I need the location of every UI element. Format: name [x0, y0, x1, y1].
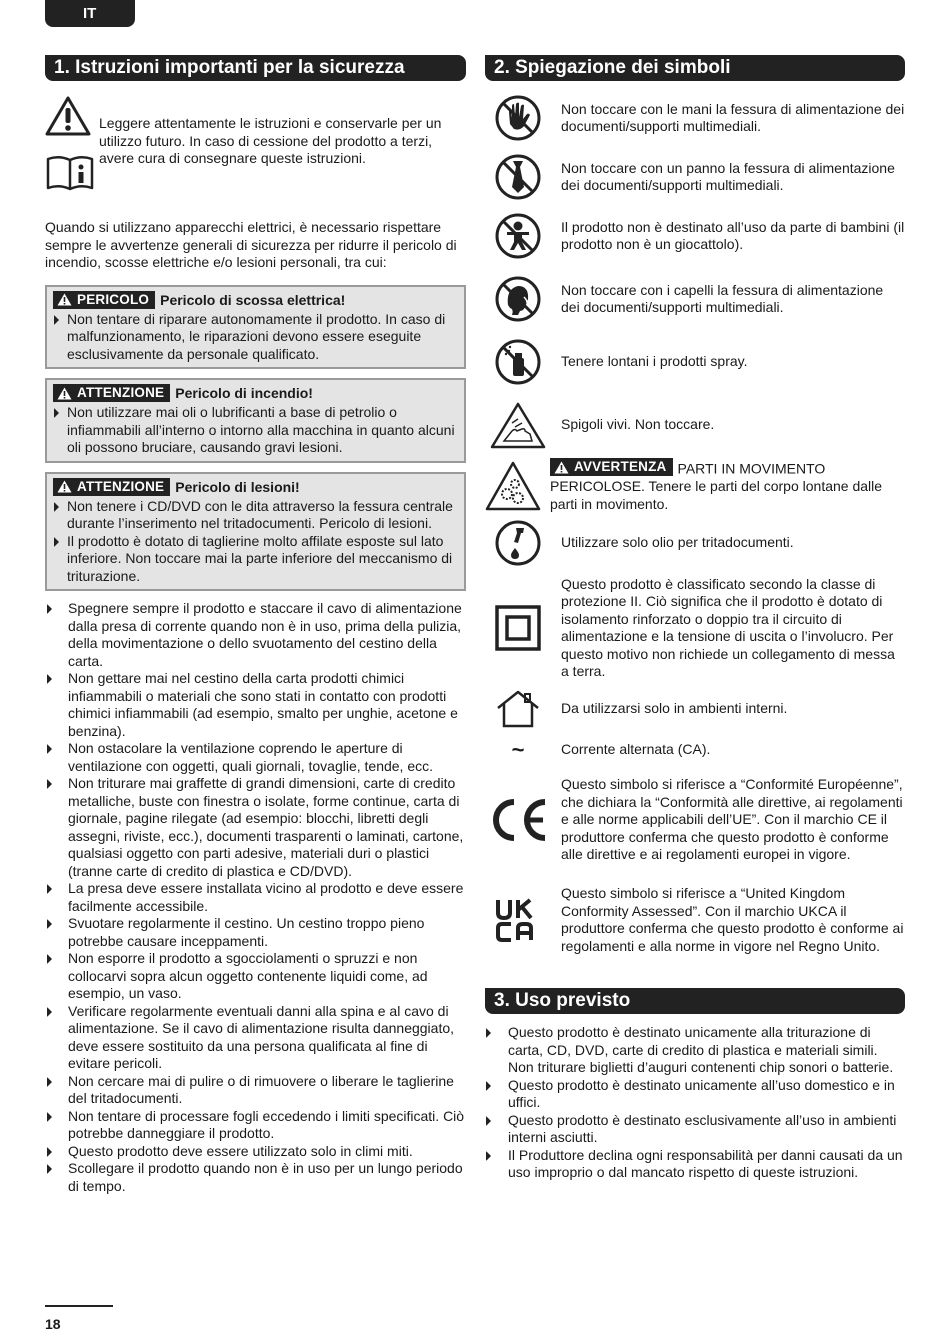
moving-parts-icon [485, 460, 541, 512]
symbol-text: Tenere lontani i prodotti spray. [561, 353, 748, 370]
symbol-text: Spigoli vivi. Non toccare. [561, 416, 715, 433]
list-item: Spegnere sempre il prodotto e staccare il cavo di alimentazione dalla presa di corrente quando non è in uso, prima della pulizia, della movimentazione o dello svuotamento del cestino della carta. [45, 600, 466, 670]
ac-icon: ~ [511, 737, 525, 762]
class-ii-icon [494, 604, 542, 652]
caution-fire-box [45, 378, 466, 463]
symbol-row [485, 575, 905, 681]
warning-triangle-icon [554, 461, 569, 474]
list-item: Questo prodotto è destinato esclusivamente all’uso in ambienti interni asciutti. [485, 1112, 905, 1147]
symbols-section [485, 55, 905, 1182]
warning-badge: AVVERTENZA [550, 458, 673, 476]
symbol-text: Utilizzare solo olio per tritadocumenti. [561, 534, 794, 551]
symbol-text: Non toccare con un panno la fessura di alimentazione dei documenti/supporti multimediali. [561, 159, 895, 193]
no-tie-icon [494, 153, 542, 201]
symbol-text: Da utilizzarsi solo in ambienti interni. [561, 700, 788, 717]
sharp-edges-icon [490, 401, 546, 449]
list-item: Non cercare mai di pulire o di rimuovere o liberare le taglierine del tritadocumenti. [45, 1073, 466, 1108]
manual-info-icon [45, 154, 95, 192]
warning-title: Pericolo di lesioni! [175, 478, 300, 495]
general-warning-text: Quando si utilizzano apparecchi elettrici, è necessario rispettare sempre le avvertenze generali di sicurezza per ridurre il pericolo di incendio, scosse elettriche e/o lesioni personali, tra cui: [45, 219, 457, 270]
danger-electric-box [45, 285, 466, 370]
list-item: Non triturare mai graffette di grandi dimensioni, carte di credito metalliche, buste con finestra o isolate, forme continue, carta di giornale, pagine rilegate (ad esempio: blocchi, libretti degli assegni, riviste, ecc.), documenti trasparenti o laminati, cartone, qualsiasi oggetto con parti adesive, materiali duri o plastici (tranne carte di credito di plastica e CD/DVD). [45, 775, 466, 880]
intended-use-list [485, 1024, 905, 1182]
no-children-icon [494, 212, 542, 260]
list-item: Non tenere i CD/DVD con le dita attraverso la fessura centrale durante l’inserimento nel tritadocumenti. Pericolo di lesioni. [53, 498, 458, 533]
symbol-row [485, 211, 905, 261]
list-item: Questo prodotto è destinato unicamente all’uso domestico e in uffici. [485, 1077, 905, 1112]
list-item: Non esporre il prodotto a sgocciolamenti o spruzzi e non collocarvi sopra alcun oggetto contenente liquidi come, ad esempio, un vaso. [45, 950, 466, 1003]
symbol-text: Non toccare con i capelli la fessura di alimentazione dei documenti/supporti multimediali. [561, 281, 884, 315]
symbol-text: AVVERTENZA PARTI IN MOVIMENTO PERICOLOSE. Tenere le parti del corpo lontane dalle parti in movimento. [550, 459, 883, 512]
ce-mark-icon [485, 796, 551, 844]
list-item: Non tentare di processare fogli eccedendo i limiti specificati. Ciò potrebbe danneggiare il prodotto. [45, 1108, 466, 1143]
indoor-icon [495, 689, 541, 729]
warning-triangle-icon [57, 480, 72, 493]
symbol-text: Il prodotto non è destinato all’uso da parte di bambini (il prodotto non è un giocattolo). [561, 218, 905, 252]
list-item: Non tentare di riparare autonomamente il prodotto. In caso di malfunzionamento, le riparazioni devono essere eseguite esclusivamente da personale qualificato. [53, 311, 458, 364]
symbol-text: Questo prodotto è classificato secondo la classe di protezione II. Ciò significa che il prodotto è dotato di isolamento rinforzato o doppio tra il circuito di alimentazione e la tensione di uscita o l’involucro. Per questo motivo non richiede un collegamento di messa a terra. [561, 575, 895, 679]
caution-badge: ATTENZIONE [53, 384, 170, 402]
warning-triangle-icon [57, 293, 72, 306]
symbol-row [485, 337, 905, 387]
section-1-title: 1. Istruzioni importanti per la sicurezza [45, 55, 466, 81]
symbol-row [485, 273, 905, 325]
symbol-row [485, 458, 905, 516]
symbol-text: Corrente alternata (CA). [561, 741, 711, 758]
warning-title: Pericolo di scossa elettrica! [160, 291, 346, 308]
list-item: Questo prodotto deve essere utilizzato solo in climi miti. [45, 1143, 466, 1161]
no-spray-icon [494, 338, 542, 386]
ukca-mark-icon [494, 896, 542, 944]
section-3-title: 3. Uso previsto [485, 988, 905, 1014]
language-tab: IT [45, 0, 135, 27]
list-item: Questo prodotto è destinato unicamente alla triturazione di carta, CD, DVD, carte di credito di plastica e materiali simili. Non triturare biglietti d’auguri contenenti chip sonori o batterie. [485, 1024, 905, 1077]
list-item: Il Produttore declina ogni responsabilità per danni causati da un uso improprio o dal mancato rispetto di queste istruzioni. [485, 1147, 905, 1182]
warning-triangle-icon [45, 95, 91, 137]
symbol-text: Non toccare con le mani la fessura di alimentazione dei documenti/supporti multimediali. [561, 100, 905, 134]
list-item: Non gettare mai nel cestino della carta prodotti chimici infiammabili o materiali che sono stati in contatto con prodotti chimici infiammabili (ad esempio, smalto per unghie, acetone e benzina). [45, 670, 466, 740]
safety-bullet-list [45, 600, 466, 1195]
symbol-row [485, 518, 905, 568]
symbol-row [485, 93, 905, 143]
warning-title: Pericolo di incendio! [175, 385, 313, 401]
list-item: La presa deve essere installata vicino al prodotto e deve essere facilmente accessibile. [45, 880, 466, 915]
symbol-row [485, 688, 905, 730]
list-item: Non ostacolare la ventilazione coprendo le aperture di ventilazione con oggetti, quali giornali, tovaglie, tende, ecc. [45, 740, 466, 775]
symbol-row [485, 148, 905, 206]
list-item: Il prodotto è dotato di taglierine molto affilate esposte sul lato inferiore. Non toccare mai la parte inferiore del meccanismo di triturazione. [53, 533, 458, 586]
symbol-text: Questo simbolo si riferisce a “United Kingdom Conformity Assessed”. Con il marchio UKCA il produttore conferma che questo prodotto è conforme ai regolamenti e alla norme in vigore nel Regno Unito. [561, 885, 904, 954]
symbol-row [485, 767, 905, 873]
caution-injury-box [45, 472, 466, 592]
symbol-row [485, 876, 905, 964]
warning-triangle-icon [57, 387, 72, 400]
danger-badge: PERICOLO [53, 291, 155, 309]
intro-text: Leggere attentamente le istruzioni e conservarle per un utilizzo futuro. In caso di cessione del prodotto a terzi, avere cura di consegnare queste istruzioni. [99, 115, 442, 166]
list-item: Svuotare regolarmente il cestino. Un cestino troppo pieno potrebbe causare inceppamenti. [45, 915, 466, 950]
list-item: Verificare regolarmente eventuali danni alla spina e al cavo di alimentazione. Se il cavo di alimentazione risulta danneggiato, deve essere sostituito da una persona qualificata al fine di evitare pericoli. [45, 1003, 466, 1073]
intro-block [45, 95, 466, 197]
caution-badge: ATTENZIONE [53, 478, 170, 496]
list-item: Scollegare il prodotto quando non è in uso per un lungo periodo di tempo. [45, 1160, 466, 1195]
no-hand-icon [494, 94, 542, 142]
symbol-text: Questo simbolo si riferisce a “Conformité Européenne”, che dichiara la “Conformità alle direttive, ai regolamenti e alle norme applicabili dell’UE”. Con il marchio CE il produttore conferma che questo prodotto è conforme alle direttive e ai regolamenti europei in vigore. [561, 776, 903, 863]
safety-section [45, 55, 466, 1195]
section-2-title: 2. Spiegazione dei simboli [485, 55, 905, 81]
footer-rule [45, 1305, 113, 1307]
list-item: Non utilizzare mai oli o lubrificanti a base di petrolio o infiammabili all’interno o intorno alla macchina in quanto alcuni oli possono bruciare, causando gravi lesioni. [53, 404, 458, 457]
symbol-row [485, 400, 905, 450]
symbol-row [485, 738, 905, 762]
no-hair-icon [494, 275, 542, 323]
page-number: 18 [45, 1316, 61, 1332]
oil-icon [494, 519, 542, 567]
